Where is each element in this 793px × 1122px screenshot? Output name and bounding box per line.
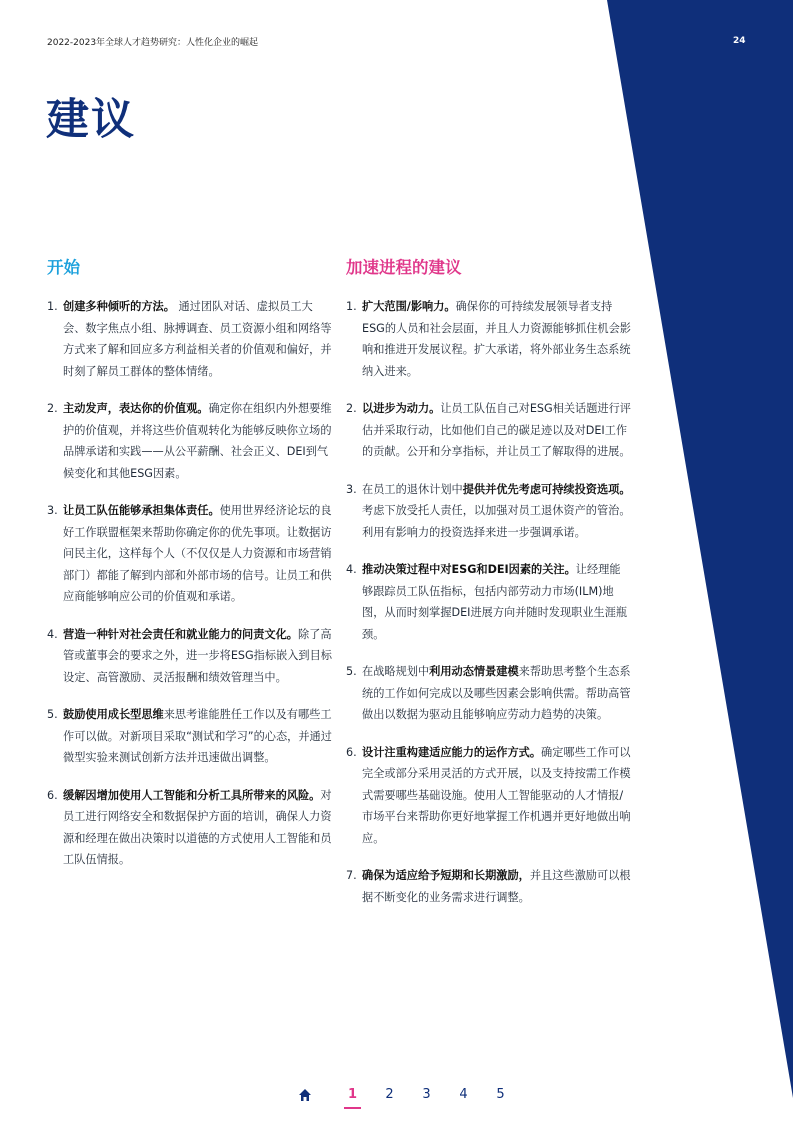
start-section xyxy=(47,254,332,887)
item-number: 7. xyxy=(346,869,357,882)
start-list xyxy=(47,296,332,871)
item-lead-text: 在战略规划中 xyxy=(362,665,430,678)
item-body xyxy=(362,296,631,382)
item-text: 让经理能够跟踪员工队伍指标，包括内部劳动力市场(ILM)地图，从而时刻掌握DEI进展方向并随时发现职业生涯瓶颈。 xyxy=(362,563,628,641)
item-text: 对员工进行网络安全和数据保护方面的培训，确保人力资源和经理在做出决策时以道德的方式使用人工智能和员工队伍情报。 xyxy=(63,788,332,866)
document-header-title: 2022-2023年全球人才趋势研究：人性化企业的崛起 xyxy=(47,38,259,48)
item-body xyxy=(362,661,631,726)
item-bold-text: 设计注重构建适应能力的运作方式。 xyxy=(362,745,542,759)
item-number: 2. xyxy=(47,402,58,415)
accelerate-section-heading: 加速进程的建议 xyxy=(346,258,462,277)
item-bold-text: 以进步为动力。 xyxy=(362,402,441,415)
item-bold-text: 确保为适应给予短期和长期激励， xyxy=(362,869,530,882)
home-icon[interactable] xyxy=(298,1088,312,1102)
item-bold-text: 推动决策过程中对ESG和DEI因素的关注。 xyxy=(362,563,576,576)
list-item xyxy=(47,398,332,484)
start-section-heading: 开始 xyxy=(47,258,80,277)
item-number: 5. xyxy=(47,708,58,721)
item-bold-text: 利用动态情景建模 xyxy=(429,665,519,678)
page-link-5[interactable]: 5 xyxy=(496,1087,505,1102)
list-item xyxy=(346,661,631,726)
list-item xyxy=(47,500,332,608)
item-text: 考虑下放受托人责任，以加强对员工退休资产的管治。利用有影响力的投资选择来进一步强调承诺。 xyxy=(362,504,631,539)
item-text: 来帮助思考整个生态系统的工作如何完成以及哪些因素会影响供需。帮助高管做出以数据为驱动且能够响应劳动力趋势的决策。 xyxy=(362,665,631,721)
list-item xyxy=(346,398,631,463)
item-bold-text: 扩大范围/影响力。 xyxy=(362,300,456,313)
list-item xyxy=(346,742,631,850)
accelerate-list xyxy=(346,296,631,908)
item-body xyxy=(362,559,631,645)
item-body xyxy=(63,500,332,608)
page-number: 24 xyxy=(733,36,746,46)
item-body xyxy=(362,479,631,544)
item-number: 3. xyxy=(346,482,357,496)
page-title: 建议 xyxy=(46,95,136,145)
accelerate-section xyxy=(346,254,631,924)
item-bold-text: 缓解因增加使用人工智能和分析工具所带来的风险。 xyxy=(63,788,321,802)
item-number: 1. xyxy=(47,300,58,313)
item-body xyxy=(362,398,631,463)
item-body xyxy=(362,742,631,850)
item-number: 3. xyxy=(47,504,58,517)
item-number: 4. xyxy=(346,563,357,576)
item-text: 使用世界经济论坛的良好工作联盟框架来帮助你确定你的优先事项。让数据访问民主化，这样每个人（不仅仅是人力资源和市场营销部门）都能了解到内部和外部市场的信号。让员工和供应商能够响应公司的价值观和承诺。 xyxy=(63,504,332,603)
item-body xyxy=(63,624,332,689)
item-text: 确保你的可持续发展领导者支持ESG的人员和社会层面，并且人力资源能够抓住机会影响和推进开发展议程。扩大承诺，将外部业务生态系统纳入进来。 xyxy=(362,300,631,378)
page-navigation xyxy=(298,1087,519,1102)
item-bold-text: 创建多种倾听的方法。 xyxy=(63,300,175,313)
item-bold-text: 营造一种针对社会责任和就业能力的问责文化。 xyxy=(63,627,298,641)
list-item xyxy=(346,559,631,645)
item-bold-text: 鼓励使用成长型思维 xyxy=(63,708,164,721)
item-lead-text: 在员工的退休计划中 xyxy=(362,482,463,496)
item-number: 1. xyxy=(346,300,357,313)
item-bold-text: 主动发声，表达你的价值观。 xyxy=(63,402,209,415)
item-text: 让员工队伍自己对ESG相关话题进行评估并采取行动，比如他们自己的碳足迹以及对DEI工作的贡献。公开和分享指标，并让员工了解取得的进展。 xyxy=(362,402,631,458)
item-number: 6. xyxy=(47,788,58,802)
item-text: 通过团队对话、虚拟员工大会、数字焦点小组、脉搏调查、员工资源小组和网络等方式来了解和回应多方利益相关者的价值观和偏好，并时刻了解员工群体的整体情绪。 xyxy=(63,300,332,378)
page-link-3[interactable]: 3 xyxy=(422,1087,431,1102)
item-text: 来思考谁能胜任工作以及有哪些工作可以做。对新项目采取“测试和学习”的心态，并通过微型实验来测试创新方法并迅速做出调整。 xyxy=(63,708,332,764)
page-link-1[interactable]: 1 xyxy=(334,1087,371,1102)
item-number: 6. xyxy=(346,745,357,759)
list-item xyxy=(47,296,332,382)
list-item xyxy=(47,624,332,689)
item-number: 4. xyxy=(47,627,58,641)
item-body xyxy=(63,704,332,769)
page-link-2[interactable]: 2 xyxy=(385,1087,394,1102)
list-item xyxy=(346,479,631,544)
page-link-4[interactable]: 4 xyxy=(459,1087,468,1102)
item-text: 并且这些激励可以根据不断变化的业务需求进行调整。 xyxy=(362,869,631,904)
item-body xyxy=(362,865,631,908)
item-number: 2. xyxy=(346,402,357,415)
list-item xyxy=(47,785,332,871)
item-bold-text: 提供并优先考虑可持续投资选项。 xyxy=(462,482,631,496)
item-text: 确定哪些工作可以完全或部分采用灵活的方式开展，以及支持按需工作模式需要哪些基础设施。使用人工智能驱动的人才情报/市场平台来帮助你更好地掌握工作机遇并更好地做出响应。 xyxy=(362,745,631,845)
list-item xyxy=(346,296,631,382)
item-text: 确定你在组织内外想要维护的价值观，并将这些价值观转化为能够反映你立场的品牌承诺和实践——从公平薪酬、社会正义、DEI到气候变化和其他ESG因素。 xyxy=(63,402,332,480)
item-body xyxy=(63,785,332,871)
item-number: 5. xyxy=(346,665,357,678)
list-item xyxy=(346,865,631,908)
item-body xyxy=(63,398,332,484)
item-text: 除了高管或董事会的要求之外，进一步将ESG指标嵌入到目标设定、高管激励、灵活报酬和绩效管理当中。 xyxy=(63,627,332,684)
list-item xyxy=(47,704,332,769)
item-body xyxy=(63,296,332,382)
item-bold-text: 让员工队伍能够承担集体责任。 xyxy=(63,504,220,517)
